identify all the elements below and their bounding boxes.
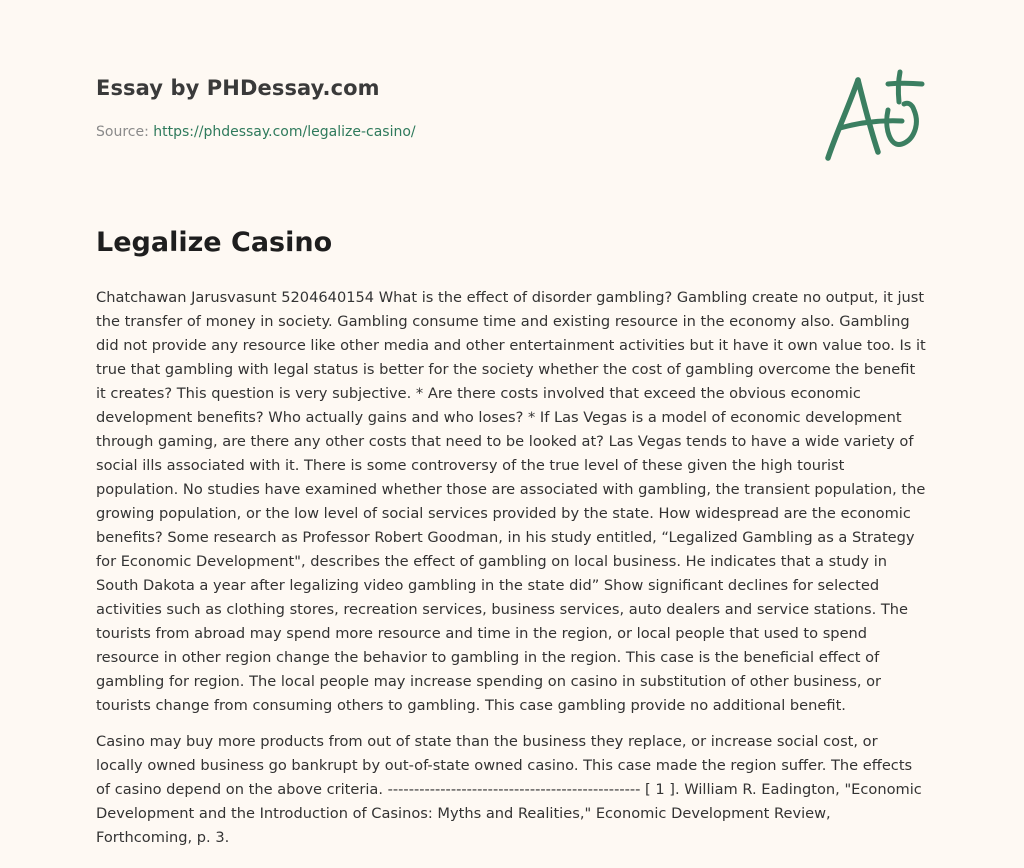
article-paragraph: Chatchawan Jarusvasunt 5204640154 What is the effect of disorder gambling? Gambling create no output, it just the transfer of money in society. Gambling consume time and existing resource in the economy also. Gambling did not provide any resource like other media and other entertainment activities but it have it own value too. Is it true that gambling with legal status is better for the society whether the cost of gambling overcome the benefit it creates? This question is very subjective. * Are there costs involved that exceed the obvious economic development benefits? Who actually gains and who loses? * If Las Vegas is a model of economic development through gaming, are there any other costs that need to be looked at? Las Vegas tends to have a wide variety of social ills associated with it. There is some controversy of the true level of these given the high tourist population. No studies have examined whether those are associated with gambling, the transient population, the growing population, or the low level of social services provided by the state. How widespread are the economic benefits? Some research as Professor Robert Goodman, in his study entitled, “Legalized Gambling as a Strategy for Economic Development", describes the effect of gambling on local business. He indicates that a study in South Dakota a year after legalizing video gambling in the state did” Show significant declines for selected activities such as clothing stores, recreation services, business services, auto dealers and service stations. The tourists from abroad may spend more resource and time in the region, or local people that used to spend resource in other region change the behavior to gambling in the region. This case is the beneficial effect of gambling for region. The local people may increase spending on casino in substitution of other business, or tourists change from consuming others to gambling. This case gambling provide no additional benefit. xyxy=(96,289,926,714)
article-title: Legalize Casino xyxy=(96,227,333,258)
a-plus-logo-icon xyxy=(818,66,928,166)
source-label: Source: xyxy=(96,124,154,140)
article-paragraph: Casino may buy more products from out of state than the business they replace, or increase social cost, or locally owned business go bankrupt by out-of-state owned casino. This case made the region suffer. The effects of casino depend on the above criteria. ------------------------------------------------ [ 1 ]. William R. Eadington, "Economic Development and the Introduction of Casinos: Myths and Realities," Economic Development Review, Forthcoming, p. 3. xyxy=(96,733,922,846)
source-link[interactable]: https://phdessay.com/legalize-casino/ xyxy=(153,124,416,140)
article-body xyxy=(96,286,928,862)
source-line xyxy=(96,124,416,140)
brand-title: Essay by PHDessay.com xyxy=(96,76,380,100)
